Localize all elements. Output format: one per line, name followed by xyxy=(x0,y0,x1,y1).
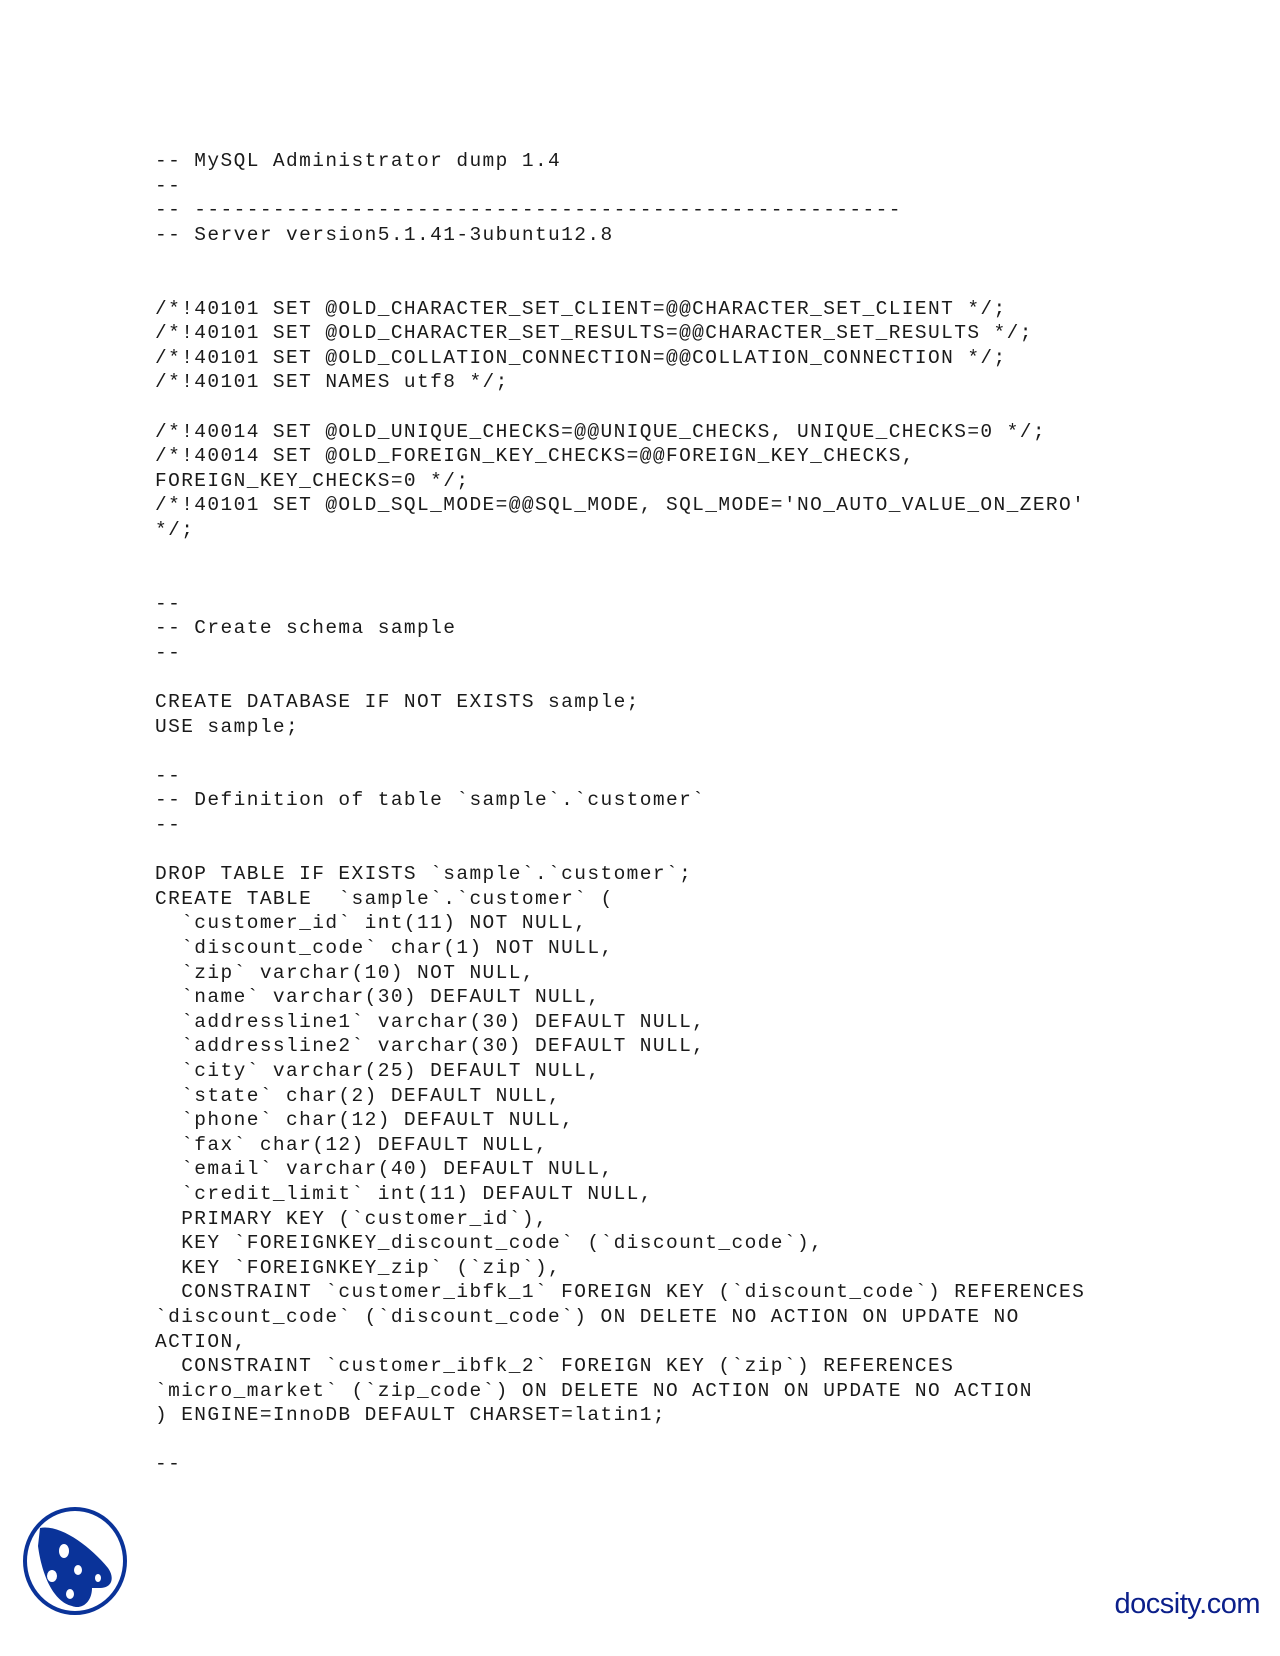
code-line xyxy=(155,272,1085,297)
code-line: -- xyxy=(155,1453,182,1476)
code-line: `discount_code` (`discount_code`) ON DELETE NO ACTION ON UPDATE NO xyxy=(155,1305,1020,1328)
code-line xyxy=(155,567,1085,592)
sql-dump-text xyxy=(155,149,1085,1477)
code-line: ACTION, xyxy=(155,1330,247,1353)
code-line: `state` char(2) DEFAULT NULL, xyxy=(155,1084,562,1107)
code-line: -- xyxy=(155,174,182,197)
code-line: -- Server version5.1.41-3ubuntu12.8 xyxy=(155,223,614,246)
code-line xyxy=(155,838,1085,863)
code-line: KEY `FOREIGNKEY_zip` (`zip`), xyxy=(155,1256,562,1279)
code-line: /*!40101 SET @OLD_COLLATION_CONNECTION=@@COLLATION_CONNECTION */; xyxy=(155,346,1007,369)
code-line xyxy=(155,247,1085,272)
code-line: `discount_code` char(1) NOT NULL, xyxy=(155,937,614,959)
code-line: `zip` varchar(10) NOT NULL, xyxy=(155,961,535,984)
code-line: -- xyxy=(155,641,182,664)
code-line: `phone` char(12) DEFAULT NULL, xyxy=(155,1109,575,1132)
code-line: `addressline2` varchar(30) DEFAULT NULL, xyxy=(155,1035,706,1058)
code-line: -- xyxy=(155,764,182,787)
code-line: CREATE DATABASE IF NOT EXISTS sample; xyxy=(155,691,640,714)
code-line: */; xyxy=(155,518,195,541)
code-line xyxy=(155,543,1085,568)
code-line: /*!40101 SET NAMES utf8 */; xyxy=(155,371,509,394)
code-line xyxy=(155,395,1085,420)
code-line: /*!40101 SET @OLD_CHARACTER_SET_CLIENT=@@CHARACTER_SET_CLIENT */; xyxy=(155,297,1007,320)
code-line: /*!40014 SET @OLD_UNIQUE_CHECKS=@@UNIQUE_CHECKS, UNIQUE_CHECKS=0 */; xyxy=(155,420,1046,443)
code-line: KEY `FOREIGNKEY_discount_code` (`discount_code`), xyxy=(155,1232,824,1255)
code-line: -- MySQL Administrator dump 1.4 xyxy=(155,150,562,172)
code-line: CREATE TABLE `sample`.`customer` ( xyxy=(155,887,614,910)
code-line: /*!40014 SET @OLD_FOREIGN_KEY_CHECKS=@@FOREIGN_KEY_CHECKS, xyxy=(155,445,915,468)
code-line: -- ------------------------------------------------------ xyxy=(155,199,902,222)
code-line xyxy=(155,665,1085,690)
code-line: CONSTRAINT `customer_ibfk_2` FOREIGN KEY (`zip`) REFERENCES xyxy=(155,1355,955,1378)
code-line: `customer_id` int(11) NOT NULL, xyxy=(155,912,588,935)
docsity-brand-link[interactable]: docsity.com xyxy=(1114,1588,1260,1620)
code-line: `micro_market` (`zip_code`) ON DELETE NO ACTION ON UPDATE NO ACTION xyxy=(155,1379,1033,1402)
code-line: `credit_limit` int(11) DEFAULT NULL, xyxy=(155,1182,653,1205)
code-line: `email` varchar(40) DEFAULT NULL, xyxy=(155,1158,614,1181)
code-line: PRIMARY KEY (`customer_id`), xyxy=(155,1207,549,1230)
code-line: `city` varchar(25) DEFAULT NULL, xyxy=(155,1059,601,1082)
docsity-logo-icon xyxy=(20,1506,130,1616)
code-line: DROP TABLE IF EXISTS `sample`.`customer`; xyxy=(155,863,693,886)
code-line xyxy=(155,1428,1085,1453)
code-line: `addressline1` varchar(30) DEFAULT NULL, xyxy=(155,1010,706,1033)
code-line: -- Definition of table `sample`.`customer` xyxy=(155,789,706,812)
code-line: -- Create schema sample xyxy=(155,617,457,640)
code-line: FOREIGN_KEY_CHECKS=0 */; xyxy=(155,469,470,492)
code-line: `fax` char(12) DEFAULT NULL, xyxy=(155,1133,549,1156)
code-line: ) ENGINE=InnoDB DEFAULT CHARSET=latin1; xyxy=(155,1404,666,1427)
code-line: /*!40101 SET @OLD_CHARACTER_SET_RESULTS=@@CHARACTER_SET_RESULTS */; xyxy=(155,322,1033,345)
code-line: USE sample; xyxy=(155,715,300,738)
code-line xyxy=(155,739,1085,764)
code-line: -- xyxy=(155,814,182,837)
code-line: CONSTRAINT `customer_ibfk_1` FOREIGN KEY (`discount_code`) REFERENCES xyxy=(155,1281,1086,1304)
code-line: /*!40101 SET @OLD_SQL_MODE=@@SQL_MODE, SQL_MODE='NO_AUTO_VALUE_ON_ZERO' xyxy=(155,494,1086,517)
code-line: -- xyxy=(155,592,182,615)
code-line: `name` varchar(30) DEFAULT NULL, xyxy=(155,986,601,1009)
